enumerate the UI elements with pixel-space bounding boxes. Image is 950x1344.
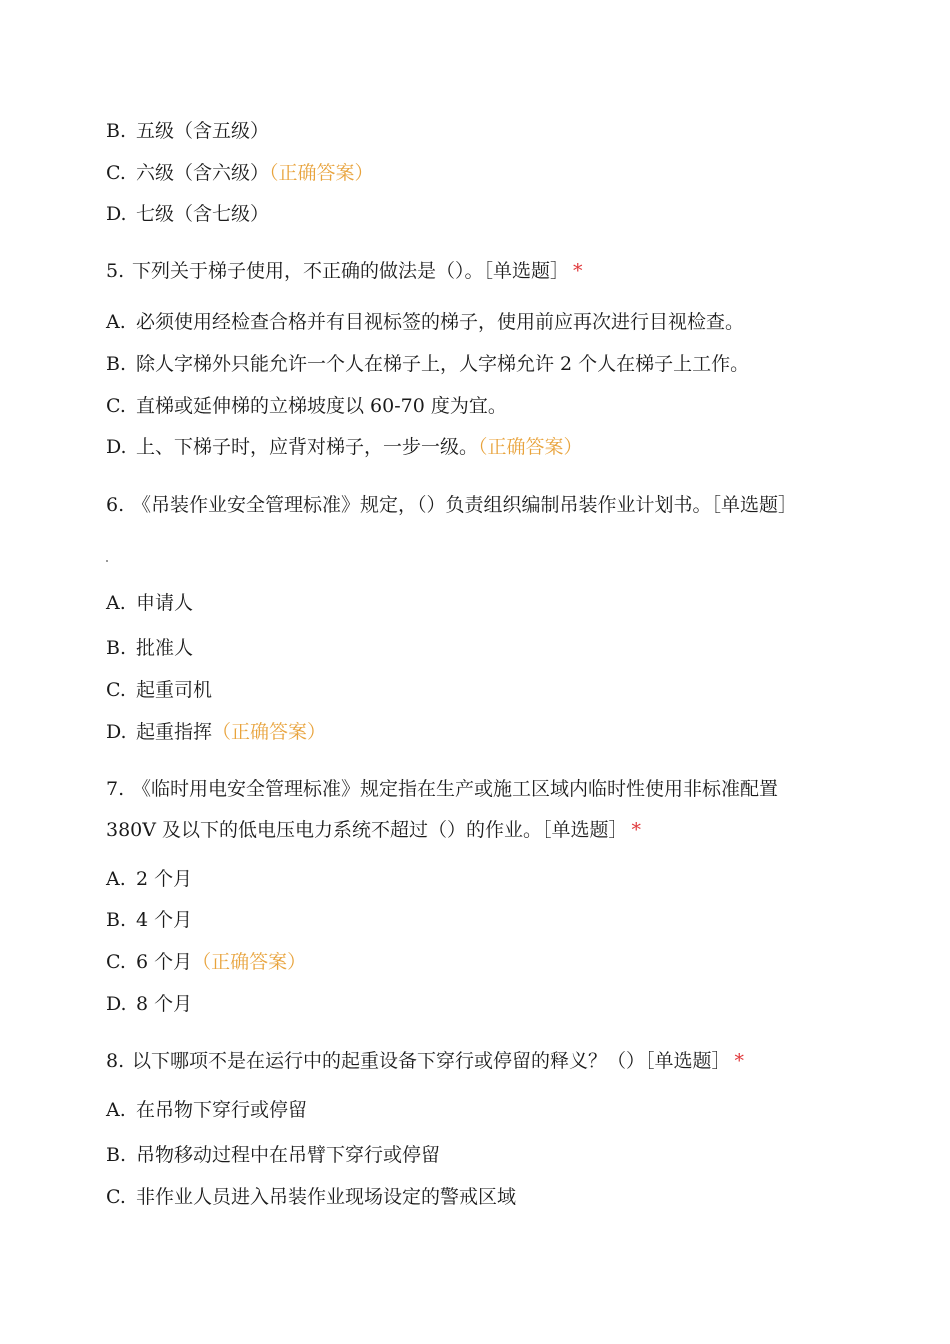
option-q7-d[interactable]: D. 8 个月 [106,993,193,1015]
option-text: 五级（含五级） [136,120,270,142]
question-7-line-2 [106,818,846,842]
option-q4-b[interactable]: B. 五级（含五级） [106,120,270,142]
option-text: 上、下梯子时，应背对梯子，一步一级。 [136,436,479,458]
option-q7-b[interactable]: B. 4 个月 [106,909,193,931]
option-text: 6 个月 [136,951,193,973]
question-number: 8. [106,1050,125,1072]
question-number: 7. [106,778,125,800]
option-q6-a[interactable]: A. 申请人 [106,592,194,614]
question-text: 下列关于梯子使用，不正确的做法是（）。［单选题］ [132,260,570,282]
option-q8-a[interactable]: A. 在吊物下穿行或停留 [106,1099,308,1121]
option-q6-d[interactable]: D. 起重指挥（正确答案） [106,721,327,743]
question-number: 6. [106,494,125,516]
option-text: 申请人 [136,592,194,614]
question-text: 380V 及以下的低电压电力系统不超过（）的作业。［单选题］ [106,819,628,841]
question-text: 《吊装作业安全管理标准》规定，（）负责组织编制吊装作业计划书。［单选题］ [132,494,798,516]
correct-answer-tag: （正确答案） [192,951,307,973]
option-text: 4 个月 [136,909,193,931]
option-q6-b[interactable]: B. 批准人 [106,637,194,659]
correct-answer-tag: （正确答案） [269,162,374,184]
question-6 [106,493,846,517]
option-q4-c[interactable]: C. 六级（含六级）（正确答案） [106,162,374,184]
option-text: 批准人 [136,637,194,659]
option-q6-c[interactable]: C. 起重司机 [106,679,213,701]
option-q4-d[interactable]: D. 七级（含七级） [106,203,270,225]
question-text: 以下哪项不是在运行中的起重设备下穿行或停留的释义？（）［单选题］ [132,1050,731,1072]
question-5 [106,259,846,283]
option-text: 必须使用经检查合格并有目视标签的梯子，使用前应再次进行目视检查。 [136,311,745,333]
option-q7-a[interactable]: A. 2 个月 [106,868,193,890]
required-mark: * [631,819,642,841]
option-q5-a[interactable]: A. 必须使用经检查合格并有目视标签的梯子，使用前应再次进行目视检查。 [106,311,745,333]
option-text: 直梯或延伸梯的立梯坡度以 60-70 度为宜。 [136,395,507,417]
option-text: 起重司机 [136,679,213,701]
question-number: 5. [106,260,125,282]
option-q8-c[interactable]: C. 非作业人员进入吊装作业现场设定的警戒区域 [106,1186,517,1208]
option-q5-c[interactable]: C. 直梯或延伸梯的立梯坡度以 60-70 度为宜。 [106,395,507,417]
option-text: 在吊物下穿行或停留 [136,1099,308,1121]
correct-answer-tag: （正确答案） [212,721,327,743]
option-q7-c[interactable]: C. 6 个月（正确答案） [106,951,307,973]
question-7-line-1 [106,777,846,801]
divider-dot [106,560,108,562]
option-text: 七级（含七级） [136,203,270,225]
option-text: 除人字梯外只能允许一个人在梯子上，人字梯允许 2 个人在梯子上工作。 [136,353,750,375]
required-mark: * [734,1050,745,1072]
question-8 [106,1049,846,1073]
option-text: 2 个月 [136,868,193,890]
option-q5-b[interactable]: B. 除人字梯外只能允许一个人在梯子上，人字梯允许 2 个人在梯子上工作。 [106,353,750,375]
option-q8-b[interactable]: B. 吊物移动过程中在吊臂下穿行或停留 [106,1144,441,1166]
option-text: 8 个月 [136,993,193,1015]
option-q5-d[interactable]: D. 上、下梯子时，应背对梯子，一步一级。（正确答案） [106,436,583,458]
option-text: 吊物移动过程中在吊臂下穿行或停留 [136,1144,441,1166]
option-text: 起重指挥 [136,721,213,743]
option-text: 非作业人员进入吊装作业现场设定的警戒区域 [136,1186,517,1208]
correct-answer-tag: （正确答案） [478,436,583,458]
question-text: 《临时用电安全管理标准》规定指在生产或施工区域内临时性使用非标准配置 [132,778,779,800]
option-text: 六级（含六级） [136,162,270,184]
required-mark: * [573,260,583,282]
